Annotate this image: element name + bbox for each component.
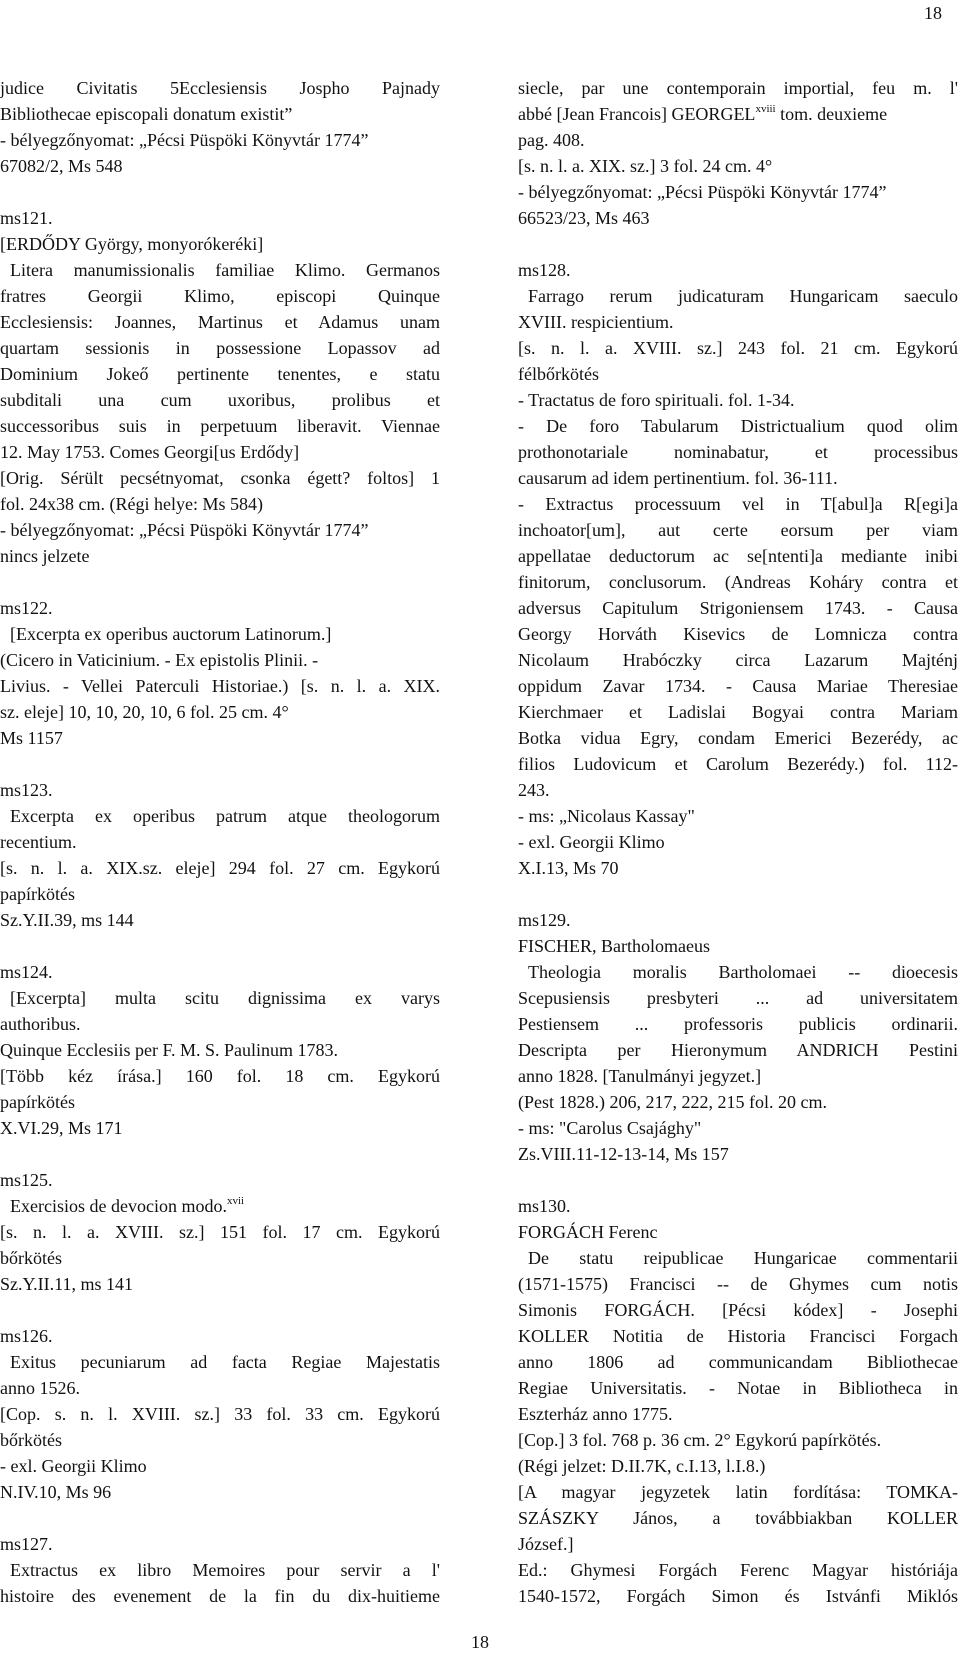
- text-line: [0, 907, 440, 933]
- text-line: [518, 491, 958, 517]
- text-line: [518, 439, 958, 465]
- text-line: [0, 1401, 440, 1427]
- text-line: [0, 491, 440, 517]
- line-text: [ERDŐDY György, monyorókeréki]: [0, 234, 264, 254]
- text-line: [518, 1323, 958, 1349]
- line-text: FORGÁCH Ferenc: [518, 1222, 658, 1242]
- text-line: [518, 1297, 958, 1323]
- line-text: Ecclesiensis: Joannes, Martinus et Adamus unam: [0, 312, 440, 332]
- line-text: - bélyegzőnyomat: „Pécsi Püspöki Könyvtár 1774”: [0, 130, 369, 150]
- text-line: [0, 517, 440, 543]
- continued-entry: [518, 75, 958, 231]
- text-line: [0, 1583, 440, 1609]
- text-line: [0, 101, 440, 127]
- text-line: [518, 1011, 958, 1037]
- text-line: [518, 543, 958, 569]
- text-line: [518, 465, 958, 491]
- line-text: - bélyegzőnyomat: „Pécsi Püspöki Könyvtár 1774”: [0, 520, 369, 540]
- line-text: ms125.: [0, 1170, 53, 1190]
- line-text: Theologia moralis Bartholomaei -- dioecesis: [528, 962, 958, 982]
- text-line: [518, 647, 958, 673]
- entry-title-line: [0, 1193, 440, 1219]
- line-text: Sz.Y.II.11, ms 141: [0, 1274, 134, 1294]
- line-text: X.VI.29, Ms 171: [0, 1118, 123, 1138]
- text-line: [518, 1063, 958, 1089]
- line-text: József.]: [518, 1534, 574, 1554]
- text-line: [0, 465, 440, 491]
- line-text: Dominium Jokeő pertinente tenentes, e statu: [0, 364, 440, 384]
- text-line: [0, 1089, 440, 1115]
- text-line: [518, 1375, 958, 1401]
- line-text: Bibliothecae episcopali donatum existit”: [0, 104, 293, 124]
- line-text: - Extractus processuum vel in T[abul]a R[egi]a: [518, 494, 958, 514]
- text-line: [518, 1505, 958, 1531]
- line-text: [s. n. l. a. XVIII. sz.] 151 fol. 17 cm. Egykorú: [0, 1222, 440, 1242]
- catalog-entry: [0, 1167, 440, 1297]
- text-line: [0, 1037, 440, 1063]
- line-text: pag. 408.: [518, 130, 585, 150]
- text-line: [0, 543, 440, 569]
- catalog-entry: [0, 777, 440, 933]
- line-text: - bélyegzőnyomat: „Pécsi Püspöki Könyvtár 1774”: [518, 182, 887, 202]
- line-text: Ed.: Ghymesi Forgách Ferenc Magyar históriája: [518, 1560, 958, 1580]
- line-text: X.I.13, Ms 70: [518, 858, 619, 878]
- line-text: Farrago rerum judicaturam Hungaricam saeculo: [528, 286, 958, 306]
- entry-title-line: [518, 283, 958, 309]
- catalog-entry: [0, 1531, 440, 1609]
- footnote-marker: xviii: [755, 103, 776, 115]
- page-number-bottom: 18: [471, 1632, 489, 1652]
- text-line: [518, 569, 958, 595]
- text-line: [518, 387, 958, 413]
- catalog-entry: [0, 205, 440, 569]
- text-line: [0, 127, 440, 153]
- entry-id: [0, 777, 440, 803]
- text-line: [518, 205, 958, 231]
- line-text: Excerpta ex operibus patrum atque theologorum: [10, 806, 440, 826]
- line-text: - ms: „Nicolaus Kassay": [518, 806, 695, 826]
- entry-title-line: [0, 985, 440, 1011]
- line-text: abbé [Jean Francois] GEORGEL: [518, 104, 756, 124]
- line-text: N.IV.10, Ms 96: [0, 1482, 112, 1502]
- entry-id: [0, 959, 440, 985]
- text-line: [0, 1427, 440, 1453]
- line-text: Scepusiensis presbyteri ... ad universitatem: [518, 988, 958, 1008]
- line-text: 66523/23, Ms 463: [518, 208, 650, 228]
- line-text: ms123.: [0, 780, 53, 800]
- line-text: ms128.: [518, 260, 571, 280]
- entry-id: [0, 1167, 440, 1193]
- text-line: [518, 673, 958, 699]
- text-line: [0, 231, 440, 257]
- footnote-marker: xvii: [226, 1195, 245, 1207]
- line-text: Extractus ex libro Memoires pour servir a l': [10, 1560, 440, 1580]
- text-line: [0, 725, 440, 751]
- text-line: [518, 829, 958, 855]
- text-line: [518, 1219, 958, 1245]
- line-text: 1540-1572, Forgách Simon és Istvánfi Miklós: [518, 1586, 958, 1606]
- text-line: [518, 1531, 958, 1557]
- text-line: [518, 75, 958, 101]
- line-text: Sz.Y.II.39, ms 144: [0, 910, 134, 930]
- line-text: 243.: [518, 780, 550, 800]
- line-text: félbőrkötés: [518, 364, 599, 384]
- text-line: [0, 829, 440, 855]
- line-text: FISCHER, Bartholomaeus: [518, 936, 710, 956]
- line-text: adversus Capitulum Strigoniensem 1743. - Causa: [518, 598, 958, 618]
- entry-id: [0, 205, 440, 231]
- line-text: siecle, par une contemporain importial, feu m. l': [518, 78, 958, 98]
- text-line: [0, 1271, 440, 1297]
- line-text: fol. 24x38 cm. (Régi helye: Ms 584): [0, 494, 263, 514]
- entry-id: [518, 257, 958, 283]
- line-text: Regiae Universitatis. - Notae in Bibliotheca in: [518, 1378, 958, 1398]
- text-line: [0, 1011, 440, 1037]
- line-text: - ms: "Carolus Csajághy": [518, 1118, 702, 1138]
- line-text: prothonotariale nominabatur, et processibus: [518, 442, 958, 462]
- line-text: authoribus.: [0, 1014, 81, 1034]
- line-text: filios Ludovicum et Carolum Bezerédy.) fol. 112-: [518, 754, 958, 774]
- left-column: [0, 75, 440, 1635]
- line-text: sz. eleje] 10, 10, 20, 10, 6 fol. 25 cm. 4°: [0, 702, 289, 722]
- text-line: [0, 283, 440, 309]
- entry-title-line: [0, 803, 440, 829]
- line-text: 12. May 1753. Comes Georgi[us Erdődy]: [0, 442, 300, 462]
- entry-id: [0, 595, 440, 621]
- text-line: [518, 413, 958, 439]
- line-text: quartam sessionis in possessione Lopassov ad: [0, 338, 440, 358]
- entry-title-line: [518, 1245, 958, 1271]
- line-text: bőrkötés: [0, 1430, 62, 1450]
- text-line: [0, 75, 440, 101]
- text-line: [518, 1401, 958, 1427]
- line-text: Quinque Ecclesiis per F. M. S. Paulinum 1783.: [0, 1040, 339, 1060]
- text-line: [518, 933, 958, 959]
- line-text: successoribus suis in perpetuum liberavit. Viennae: [0, 416, 440, 436]
- catalog-entry: [0, 959, 440, 1141]
- text-line: [518, 699, 958, 725]
- entry-title-line: [0, 257, 440, 283]
- right-column: [518, 75, 958, 1635]
- line-text: ms122.: [0, 598, 53, 618]
- line-text: XVIII. respicientium.: [518, 312, 674, 332]
- entry-id: [518, 907, 958, 933]
- page-number-top: 18: [924, 3, 942, 23]
- line-text: appellatae deductorum ac se[ntenti]a mediante inibi: [518, 546, 958, 566]
- text-line: [0, 1219, 440, 1245]
- line-text: recentium.: [0, 832, 77, 852]
- text-line: [518, 803, 958, 829]
- line-text: ms129.: [518, 910, 571, 930]
- text-line: [0, 881, 440, 907]
- line-text: - exl. Georgii Klimo: [0, 1456, 147, 1476]
- entry-title-line: [518, 959, 958, 985]
- text-line: [518, 1557, 958, 1583]
- text-line: [0, 387, 440, 413]
- text-line: [518, 1427, 958, 1453]
- entry-id: [518, 1193, 958, 1219]
- line-text: [s. n. l. a. XIX.sz. eleje] 294 fol. 27 cm. Egykorú: [0, 858, 440, 878]
- line-text: ms127.: [0, 1534, 53, 1554]
- line-text: [Excerpta ex operibus auctorum Latinorum.]: [10, 624, 332, 644]
- line-text: - exl. Georgii Klimo: [518, 832, 665, 852]
- line-text: Exitus pecuniarum ad facta Regiae Majestatis: [10, 1352, 440, 1372]
- line-text: - Tractatus de foro spirituali. fol. 1-34.: [518, 390, 795, 410]
- line-text: Nicolaum Hrabóczky circa Lazarum Majténj: [518, 650, 958, 670]
- line-text: ms124.: [0, 962, 53, 982]
- line-text: [Cop.] 3 fol. 768 p. 36 cm. 2° Egykorú papírkötés.: [518, 1430, 882, 1450]
- line-text: ms126.: [0, 1326, 53, 1346]
- line-text: [s. n. l. a. XIX. sz.] 3 fol. 24 cm. 4°: [518, 156, 773, 176]
- entry-id: [0, 1531, 440, 1557]
- text-line: [0, 1453, 440, 1479]
- text-line: [0, 1245, 440, 1271]
- line-text: (Cicero in Vaticinium. - Ex epistolis Plinii. -: [0, 650, 319, 670]
- text-line: [0, 855, 440, 881]
- text-line: [518, 1583, 958, 1609]
- text-line: [518, 985, 958, 1011]
- catalog-entry: [0, 595, 440, 751]
- text-line: [518, 1115, 958, 1141]
- line-text: Simonis FORGÁCH. [Pécsi kódex] - Josephi: [518, 1300, 958, 1320]
- line-text: KOLLER Notitia de Historia Francisci Forgach: [518, 1326, 958, 1346]
- text-line: [518, 127, 958, 153]
- line-text: Zs.VIII.11-12-13-14, Ms 157: [518, 1144, 729, 1164]
- line-text: 67082/2, Ms 548: [0, 156, 123, 176]
- text-line: [0, 309, 440, 335]
- text-line: [0, 1063, 440, 1089]
- line-text: [Orig. Sérült pecsétnyomat, csonka égett? foltos] 1: [0, 468, 440, 488]
- text-line: [0, 413, 440, 439]
- entry-id: [0, 1323, 440, 1349]
- line-text: Pestiensem ... professoris publicis ordinarii.: [518, 1014, 958, 1034]
- catalog-entry: [518, 907, 958, 1167]
- text-line: [518, 309, 958, 335]
- text-line: [0, 647, 440, 673]
- text-line: [518, 361, 958, 387]
- text-line: [0, 335, 440, 361]
- line-text: papírkötés: [0, 884, 75, 904]
- line-text: Eszterház anno 1775.: [518, 1404, 673, 1424]
- line-text: Exercisios de devocion modo.: [10, 1196, 227, 1216]
- text-line: [518, 725, 958, 751]
- line-text: papírkötés: [0, 1092, 75, 1112]
- line-text: Descripta per Hieronymum ANDRICH Pestini: [518, 1040, 958, 1060]
- continued-entry: [0, 75, 440, 179]
- line-text: SZÁSZKY János, a továbbiakban KOLLER: [518, 1508, 958, 1528]
- entry-title-line: [0, 1349, 440, 1375]
- line-text: (1571-1575) Francisci -- de Ghymes cum notis: [518, 1274, 958, 1294]
- text-line: [518, 1453, 958, 1479]
- line-text: Botka vidua Egry, condam Emerici Bezerédy, ac: [518, 728, 958, 748]
- text-line: [0, 361, 440, 387]
- line-text: bőrkötés: [0, 1248, 62, 1268]
- text-line: [518, 777, 958, 803]
- line-text: nincs jelzete: [0, 546, 90, 566]
- line-text: subditali una cum uxoribus, prolibus et: [0, 390, 440, 410]
- text-line: [518, 621, 958, 647]
- line-text: anno 1806 ad communicandam Bibliothecae: [518, 1352, 958, 1372]
- line-text: fratres Georgii Klimo, episcopi Quinque: [0, 286, 440, 306]
- text-line: [0, 153, 440, 179]
- line-text: Georgy Horváth Kisevics de Lomnicza contra: [518, 624, 958, 644]
- catalog-entry: [0, 1323, 440, 1505]
- entry-title-line: [0, 621, 440, 647]
- line-text: Kierchmaer et Ladislai Bogyai contra Mariam: [518, 702, 958, 722]
- text-line: [518, 179, 958, 205]
- text-line: [518, 517, 958, 543]
- text-line: [518, 335, 958, 361]
- line-text: Livius. - Vellei Paterculi Historiae.) [s. n. l. a. XIX.: [0, 676, 440, 696]
- line-text: causarum ad idem pertinentium. fol. 36-111.: [518, 468, 838, 488]
- line-text: inchoator[um], aut certe eorsum per viam: [518, 520, 958, 540]
- line-text: Litera manumissionalis familiae Klimo. Germanos: [10, 260, 440, 280]
- line-text: oppidum Zavar 1734. - Causa Mariae Theresiae: [518, 676, 958, 696]
- text-line: [518, 1037, 958, 1063]
- line-text: histoire des evenement de la fin du dix-huitieme: [0, 1586, 440, 1606]
- line-text: - De foro Tabularum Districtualium quod olim: [518, 416, 958, 436]
- text-line: [0, 699, 440, 725]
- line-text: anno 1526.: [0, 1378, 80, 1398]
- text-line: [518, 1141, 958, 1167]
- line-text: judice Civitatis 5Ecclesiensis Jospho Pajnady: [0, 78, 440, 98]
- text-line: [518, 1479, 958, 1505]
- line-text: [Excerpta] multa scitu dignissima ex varys: [10, 988, 440, 1008]
- text-line: [518, 855, 958, 881]
- line-text: ms121.: [0, 208, 53, 228]
- line-text: anno 1828. [Tanulmányi jegyzet.]: [518, 1066, 762, 1086]
- text-line: [0, 439, 440, 465]
- line-text: [Cop. s. n. l. XVIII. sz.] 33 fol. 33 cm. Egykorú: [0, 1404, 440, 1424]
- text-line: [518, 1349, 958, 1375]
- line-text: [s. n. l. a. XVIII. sz.] 243 fol. 21 cm. Egykorú: [518, 338, 958, 358]
- line-text: De statu reipublicae Hungaricae commentarii: [528, 1248, 958, 1268]
- line-text: (Pest 1828.) 206, 217, 222, 215 fol. 20 cm.: [518, 1092, 827, 1112]
- text-line: [518, 1089, 958, 1115]
- catalog-entry: [518, 257, 958, 881]
- text-line: [518, 595, 958, 621]
- line-text: ms130.: [518, 1196, 571, 1216]
- entry-title-line: [0, 1557, 440, 1583]
- text-line: [518, 751, 958, 777]
- text-line: [518, 153, 958, 179]
- line-text: [Több kéz írása.] 160 fol. 18 cm. Egykorú: [0, 1066, 440, 1086]
- text-line: [518, 101, 958, 127]
- line-text: Ms 1157: [0, 728, 63, 748]
- catalog-entry: [518, 1193, 958, 1609]
- text-line: [0, 1479, 440, 1505]
- text-line: [0, 673, 440, 699]
- line-text: (Régi jelzet: D.II.7K, c.I.13, l.I.8.): [518, 1456, 766, 1476]
- text-line: [0, 1115, 440, 1141]
- line-text: [A magyar jegyzetek latin fordítása: TOMKA-: [518, 1482, 958, 1502]
- text-line: [518, 1271, 958, 1297]
- line-text: finitorum, conclusorum. (Andreas Koháry contra et: [518, 572, 958, 592]
- text-line: [0, 1375, 440, 1401]
- line-text-continuation: tom. deuxieme: [775, 104, 888, 124]
